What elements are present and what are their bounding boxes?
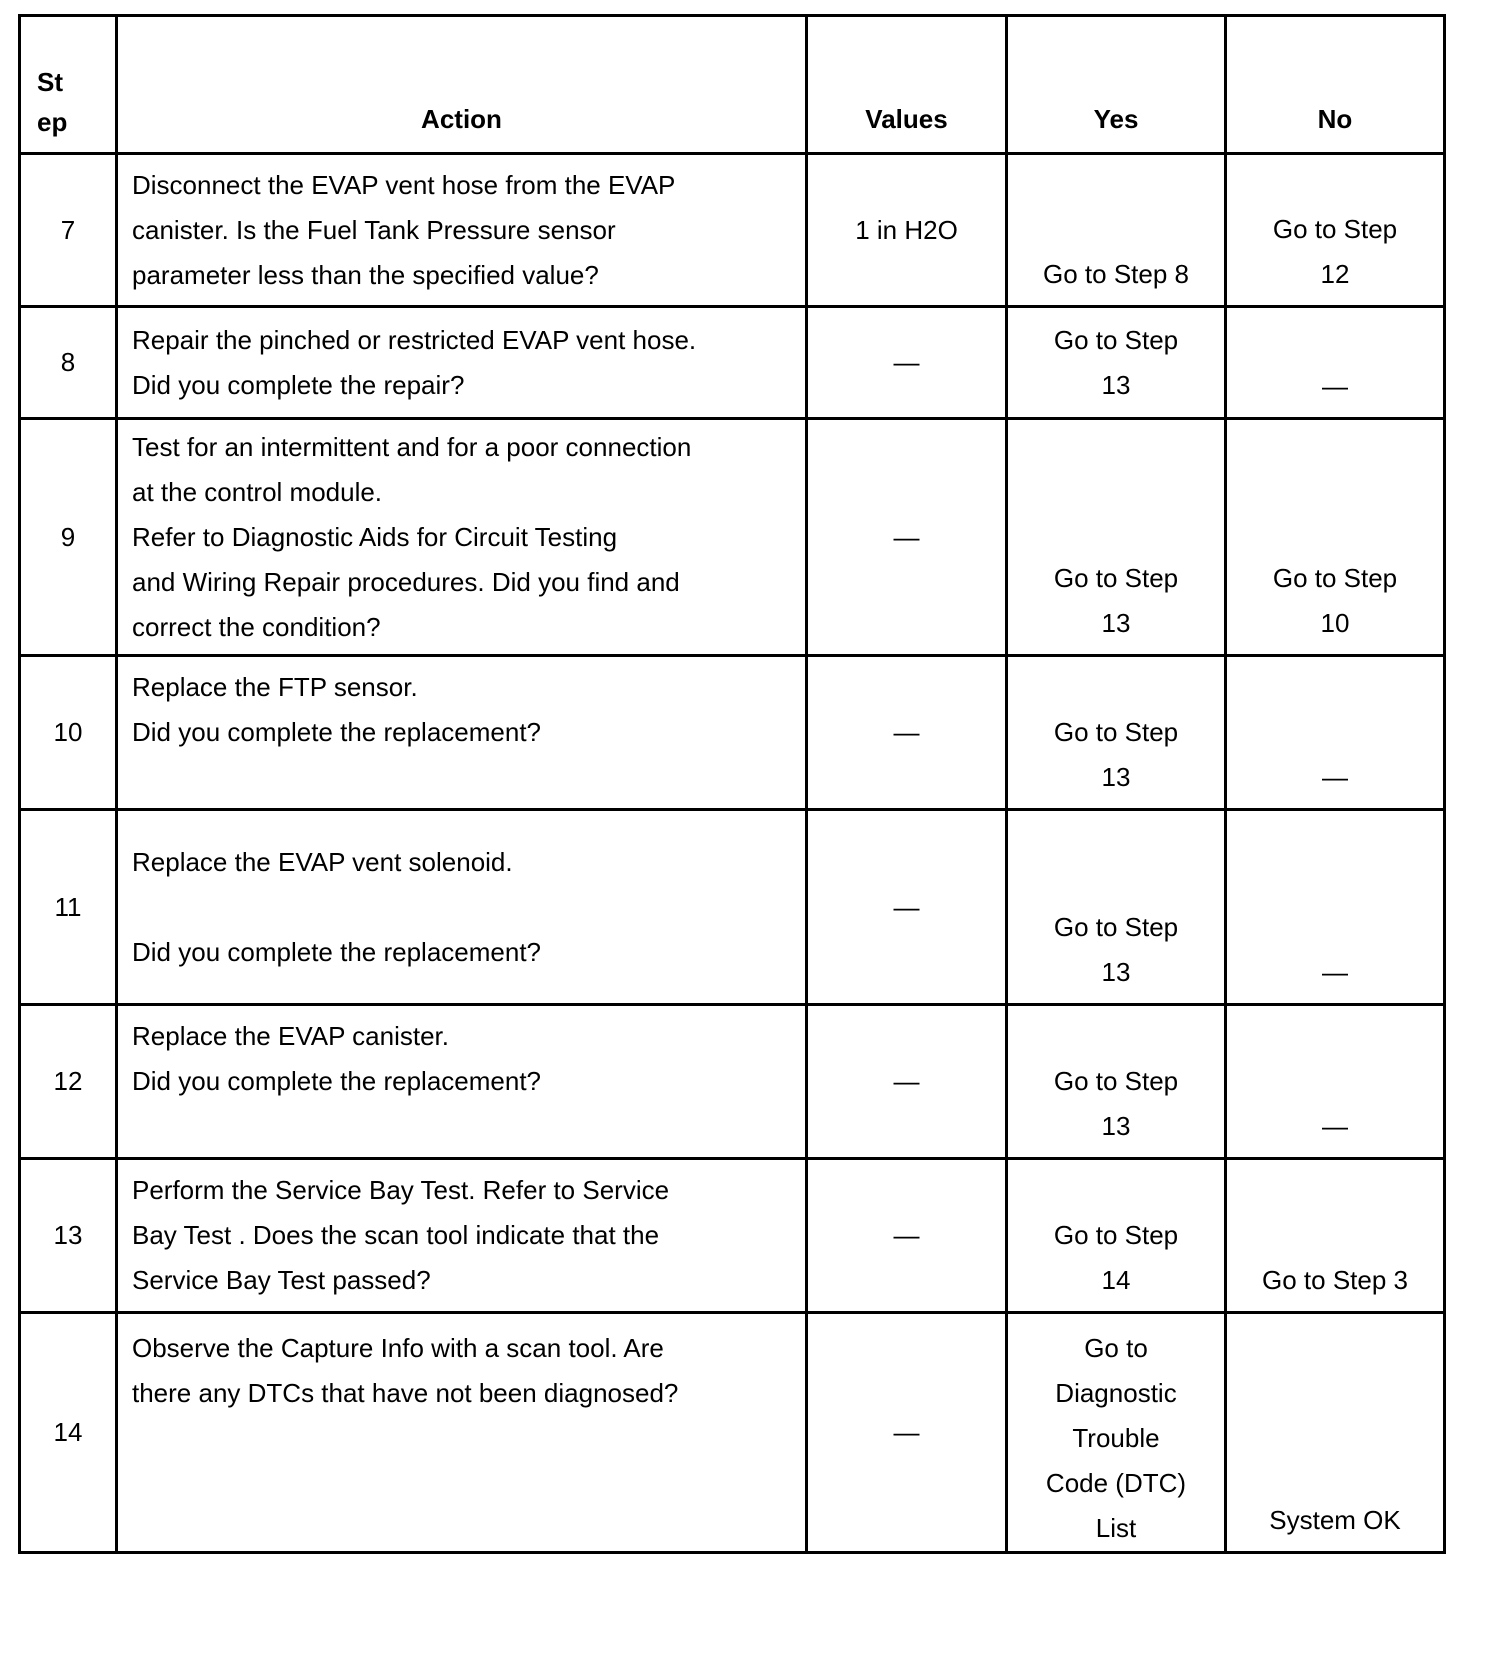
step-number: 12 — [20, 1005, 117, 1159]
action-cell — [117, 1313, 807, 1553]
action-line: and Wiring Repair procedures. Did you find and — [132, 566, 680, 597]
no-cell — [1226, 1159, 1445, 1313]
yes-line: Trouble — [1072, 1423, 1160, 1453]
no-line: Go to Step — [1272, 214, 1398, 244]
action-line: canister. Is the Fuel Tank Pressure sensor — [132, 214, 616, 245]
no-cell — [1226, 154, 1445, 307]
yes-line: 14 — [1101, 1265, 1131, 1295]
step-number: 8 — [20, 307, 117, 419]
action-cell — [117, 419, 807, 656]
yes-cell — [1007, 154, 1226, 307]
action-line: Refer to Diagnostic Aids for Circuit Testing — [132, 521, 618, 552]
action-line: Disconnect the EVAP vent hose from the EVAP — [132, 169, 676, 200]
table-row — [20, 810, 1445, 1005]
spacer — [132, 885, 797, 930]
action-line: Bay Test . Does the scan tool indicate that the — [132, 1220, 660, 1250]
no-cell — [1226, 810, 1445, 1005]
spacer — [132, 1104, 797, 1149]
no-line: System OK — [1269, 1505, 1401, 1535]
action-line: Did you complete the replacement? — [132, 1066, 542, 1096]
no-line: 10 — [1320, 608, 1350, 638]
yes-line: Go to Step — [1053, 1220, 1179, 1250]
action-line: Perform the Service Bay Test. Refer to Service — [132, 1175, 670, 1205]
header-no: No — [1226, 16, 1445, 154]
values-cell: 1 in H2O — [807, 154, 1007, 307]
no-cell — [1226, 1005, 1445, 1159]
yes-line: 13 — [1101, 1111, 1131, 1141]
yes-line: 13 — [1101, 957, 1131, 987]
action-line: Repair the pinched or restricted EVAP vent hose. — [132, 324, 697, 355]
values-cell: — — [807, 1159, 1007, 1313]
action-cell — [117, 656, 807, 810]
action-line: Did you complete the repair? — [132, 369, 465, 400]
no-cell — [1226, 656, 1445, 810]
action-line: Observe the Capture Info with a scan tool. Are — [132, 1333, 664, 1363]
action-line: Test for an intermittent and for a poor connection — [132, 431, 692, 462]
yes-line: Code (DTC) — [1045, 1468, 1187, 1498]
diagnostic-table — [18, 14, 1446, 1554]
no-line: 12 — [1320, 259, 1350, 289]
action-line: Did you complete the replacement? — [132, 936, 542, 967]
action-line: Service Bay Test passed? — [132, 1265, 431, 1295]
action-line: correct the condition? — [132, 611, 381, 642]
action-line: at the control module. — [132, 476, 383, 507]
yes-line: Diagnostic — [1055, 1378, 1177, 1408]
yes-cell — [1007, 810, 1226, 1005]
values-cell: — — [807, 656, 1007, 810]
no-cell — [1226, 307, 1445, 419]
yes-line: Go to Step — [1053, 912, 1179, 942]
action-line: Replace the FTP sensor. — [132, 672, 418, 702]
table-row — [20, 1313, 1445, 1553]
step-number: 11 — [20, 810, 117, 1005]
no-cell — [1226, 1313, 1445, 1553]
values-cell: — — [807, 1005, 1007, 1159]
values-cell: — — [807, 810, 1007, 1005]
action-cell — [117, 810, 807, 1005]
step-number: 10 — [20, 656, 117, 810]
action-line: Did you complete the replacement? — [132, 717, 542, 747]
yes-cell — [1007, 307, 1226, 419]
step-number: 9 — [20, 419, 117, 656]
action-line: there any DTCs that have not been diagnosed? — [132, 1378, 679, 1408]
yes-line: Go to Step — [1053, 717, 1179, 747]
table-row — [20, 1005, 1445, 1159]
table-row — [20, 419, 1445, 656]
step-number: 13 — [20, 1159, 117, 1313]
yes-line: 13 — [1101, 762, 1131, 792]
header-step-line-2: ep — [37, 107, 68, 137]
no-cell — [1226, 419, 1445, 656]
values-cell: — — [807, 307, 1007, 419]
yes-line: Go to Step 8 — [1043, 259, 1189, 289]
no-line: Go to Step — [1272, 563, 1398, 593]
header-yes: Yes — [1007, 16, 1226, 154]
yes-cell — [1007, 656, 1226, 810]
yes-line: Go to Step — [1053, 563, 1179, 593]
action-line: parameter less than the specified value? — [132, 259, 599, 290]
yes-line: 13 — [1101, 369, 1131, 400]
no-line: — — [1322, 1111, 1348, 1141]
no-line: — — [1322, 371, 1348, 401]
step-number: 14 — [20, 1313, 117, 1553]
yes-line: List — [1095, 1513, 1137, 1543]
yes-line: Go to Step — [1053, 324, 1179, 355]
yes-line: 13 — [1101, 608, 1131, 638]
step-number: 7 — [20, 154, 117, 307]
table-row — [20, 656, 1445, 810]
no-line: — — [1322, 957, 1348, 987]
yes-cell — [1007, 1159, 1226, 1313]
spacer — [132, 755, 797, 800]
table-row — [20, 154, 1445, 307]
yes-cell — [1007, 1313, 1226, 1553]
header-action: Action — [117, 16, 807, 154]
no-line: — — [1322, 762, 1348, 792]
action-line: Replace the EVAP vent solenoid. — [132, 846, 513, 877]
yes-cell — [1007, 419, 1226, 656]
action-line: Replace the EVAP canister. — [132, 1021, 450, 1051]
header-step — [20, 16, 117, 154]
header-row — [20, 16, 1445, 154]
table-row — [20, 307, 1445, 419]
header-values: Values — [807, 16, 1007, 154]
table-row — [20, 1159, 1445, 1313]
action-cell — [117, 1159, 807, 1313]
header-step-line-1: St — [37, 67, 63, 97]
yes-cell — [1007, 1005, 1226, 1159]
yes-line: Go to Step — [1053, 1066, 1179, 1096]
no-line: Go to Step 3 — [1262, 1265, 1408, 1295]
values-cell: — — [807, 419, 1007, 656]
values-cell: — — [807, 1313, 1007, 1553]
action-cell — [117, 307, 807, 419]
action-cell — [117, 154, 807, 307]
yes-line: Go to — [1084, 1333, 1148, 1363]
action-cell — [117, 1005, 807, 1159]
